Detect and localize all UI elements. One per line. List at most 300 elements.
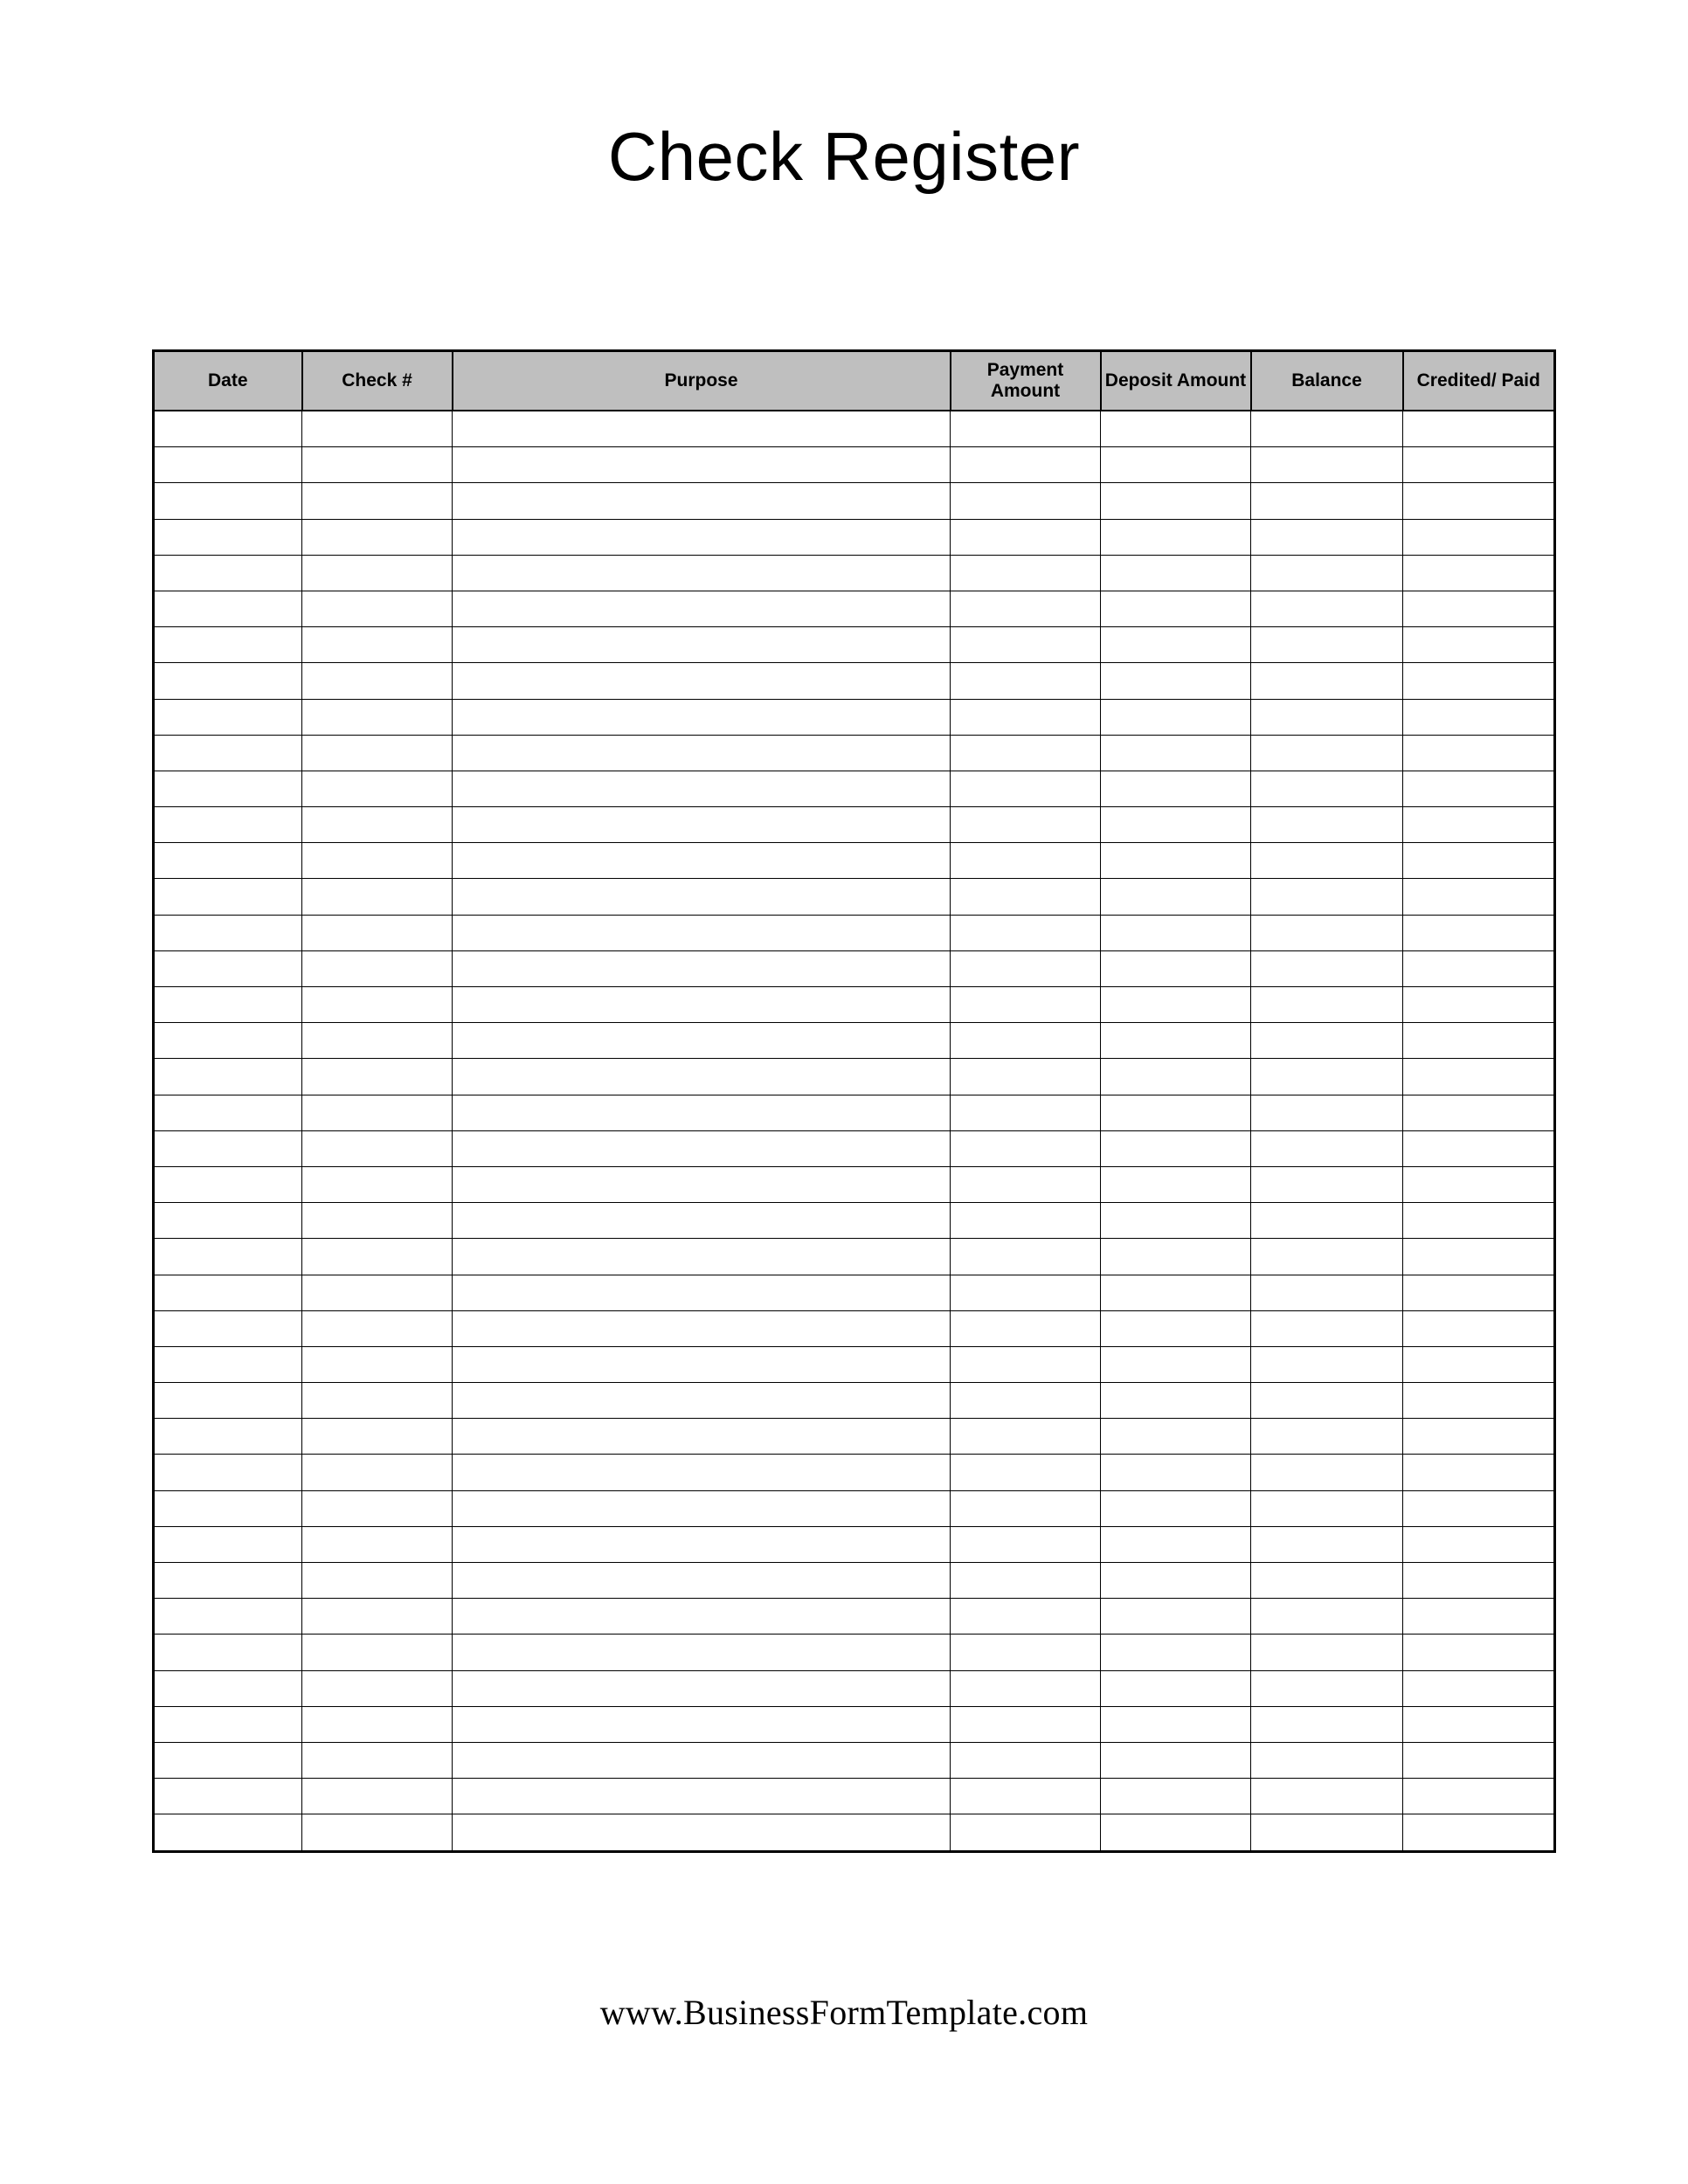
- cell-purpose[interactable]: [453, 1166, 951, 1202]
- cell-credited_paid[interactable]: [1403, 1130, 1555, 1166]
- cell-check_number[interactable]: [302, 483, 453, 519]
- cell-purpose[interactable]: [453, 627, 951, 663]
- cell-payment_amount[interactable]: [951, 1346, 1101, 1382]
- table-row: [154, 1059, 1555, 1095]
- cell-deposit_amount[interactable]: [1101, 915, 1251, 950]
- cell-payment_amount[interactable]: [951, 1275, 1101, 1310]
- cell-date[interactable]: [154, 555, 302, 591]
- cell-deposit_amount[interactable]: [1101, 1526, 1251, 1562]
- cell-credited_paid[interactable]: [1403, 1203, 1555, 1239]
- cell-date[interactable]: [154, 1742, 302, 1778]
- cell-payment_amount[interactable]: [951, 843, 1101, 879]
- cell-purpose[interactable]: [453, 987, 951, 1023]
- cell-deposit_amount[interactable]: [1101, 411, 1251, 447]
- cell-purpose[interactable]: [453, 411, 951, 447]
- cell-deposit_amount[interactable]: [1101, 1059, 1251, 1095]
- cell-deposit_amount[interactable]: [1101, 1779, 1251, 1814]
- column-header-purpose: Purpose: [453, 351, 951, 411]
- cell-check_number[interactable]: [302, 1346, 453, 1382]
- cell-deposit_amount[interactable]: [1101, 591, 1251, 626]
- cell-check_number[interactable]: [302, 1670, 453, 1706]
- cell-payment_amount[interactable]: [951, 735, 1101, 771]
- cell-deposit_amount[interactable]: [1101, 1130, 1251, 1166]
- cell-payment_amount[interactable]: [951, 1635, 1101, 1670]
- cell-credited_paid[interactable]: [1403, 950, 1555, 986]
- cell-purpose[interactable]: [453, 807, 951, 843]
- cell-check_number[interactable]: [302, 1203, 453, 1239]
- cell-balance[interactable]: [1251, 915, 1403, 950]
- cell-credited_paid[interactable]: [1403, 483, 1555, 519]
- cell-purpose[interactable]: [453, 1203, 951, 1239]
- cell-credited_paid[interactable]: [1403, 807, 1555, 843]
- cell-date[interactable]: [154, 735, 302, 771]
- cell-purpose[interactable]: [453, 771, 951, 806]
- cell-deposit_amount[interactable]: [1101, 1275, 1251, 1310]
- cell-purpose[interactable]: [453, 843, 951, 879]
- cell-deposit_amount[interactable]: [1101, 771, 1251, 806]
- cell-credited_paid[interactable]: [1403, 555, 1555, 591]
- cell-balance[interactable]: [1251, 1095, 1403, 1130]
- cell-payment_amount[interactable]: [951, 807, 1101, 843]
- cell-date[interactable]: [154, 1239, 302, 1275]
- cell-purpose[interactable]: [453, 950, 951, 986]
- cell-deposit_amount[interactable]: [1101, 663, 1251, 699]
- cell-purpose[interactable]: [453, 1490, 951, 1526]
- cell-purpose[interactable]: [453, 483, 951, 519]
- cell-purpose[interactable]: [453, 1275, 951, 1310]
- cell-credited_paid[interactable]: [1403, 1635, 1555, 1670]
- cell-payment_amount[interactable]: [951, 1563, 1101, 1599]
- cell-purpose[interactable]: [453, 915, 951, 950]
- cell-purpose[interactable]: [453, 1635, 951, 1670]
- cell-credited_paid[interactable]: [1403, 699, 1555, 735]
- cell-credited_paid[interactable]: [1403, 1383, 1555, 1419]
- cell-payment_amount[interactable]: [951, 1599, 1101, 1635]
- cell-check_number[interactable]: [302, 1130, 453, 1166]
- cell-date[interactable]: [154, 1814, 302, 1851]
- cell-credited_paid[interactable]: [1403, 879, 1555, 915]
- cell-balance[interactable]: [1251, 411, 1403, 447]
- cell-deposit_amount[interactable]: [1101, 1023, 1251, 1059]
- cell-deposit_amount[interactable]: [1101, 699, 1251, 735]
- cell-check_number[interactable]: [302, 1383, 453, 1419]
- cell-check_number[interactable]: [302, 1490, 453, 1526]
- column-header-balance: Balance: [1251, 351, 1403, 411]
- cell-payment_amount[interactable]: [951, 950, 1101, 986]
- cell-payment_amount[interactable]: [951, 591, 1101, 626]
- cell-credited_paid[interactable]: [1403, 1814, 1555, 1851]
- cell-balance[interactable]: [1251, 1670, 1403, 1706]
- cell-credited_paid[interactable]: [1403, 627, 1555, 663]
- cell-check_number[interactable]: [302, 1310, 453, 1346]
- cell-check_number[interactable]: [302, 1706, 453, 1742]
- cell-payment_amount[interactable]: [951, 1310, 1101, 1346]
- cell-payment_amount[interactable]: [951, 411, 1101, 447]
- cell-balance[interactable]: [1251, 1383, 1403, 1419]
- cell-balance[interactable]: [1251, 1742, 1403, 1778]
- cell-payment_amount[interactable]: [951, 663, 1101, 699]
- cell-balance[interactable]: [1251, 879, 1403, 915]
- cell-balance[interactable]: [1251, 1203, 1403, 1239]
- cell-credited_paid[interactable]: [1403, 1526, 1555, 1562]
- cell-credited_paid[interactable]: [1403, 1310, 1555, 1346]
- cell-check_number[interactable]: [302, 1059, 453, 1095]
- cell-check_number[interactable]: [302, 1166, 453, 1202]
- cell-balance[interactable]: [1251, 1455, 1403, 1490]
- cell-check_number[interactable]: [302, 1419, 453, 1455]
- cell-deposit_amount[interactable]: [1101, 879, 1251, 915]
- cell-date[interactable]: [154, 663, 302, 699]
- cell-purpose[interactable]: [453, 1059, 951, 1095]
- cell-purpose[interactable]: [453, 1599, 951, 1635]
- cell-date[interactable]: [154, 1310, 302, 1346]
- table-row: [154, 1742, 1555, 1778]
- cell-purpose[interactable]: [453, 663, 951, 699]
- cell-date[interactable]: [154, 1023, 302, 1059]
- cell-deposit_amount[interactable]: [1101, 1563, 1251, 1599]
- cell-check_number[interactable]: [302, 1779, 453, 1814]
- cell-balance[interactable]: [1251, 1779, 1403, 1814]
- cell-payment_amount[interactable]: [951, 1203, 1101, 1239]
- cell-payment_amount[interactable]: [951, 771, 1101, 806]
- cell-deposit_amount[interactable]: [1101, 1742, 1251, 1778]
- cell-balance[interactable]: [1251, 591, 1403, 626]
- cell-balance[interactable]: [1251, 735, 1403, 771]
- cell-deposit_amount[interactable]: [1101, 1419, 1251, 1455]
- table-row: [154, 1526, 1555, 1562]
- table-row: [154, 1670, 1555, 1706]
- cell-payment_amount[interactable]: [951, 699, 1101, 735]
- cell-check_number[interactable]: [302, 735, 453, 771]
- cell-balance[interactable]: [1251, 1023, 1403, 1059]
- cell-credited_paid[interactable]: [1403, 843, 1555, 879]
- cell-purpose[interactable]: [453, 519, 951, 555]
- cell-payment_amount[interactable]: [951, 519, 1101, 555]
- cell-balance[interactable]: [1251, 1275, 1403, 1310]
- cell-payment_amount[interactable]: [951, 1779, 1101, 1814]
- cell-purpose[interactable]: [453, 1095, 951, 1130]
- cell-credited_paid[interactable]: [1403, 411, 1555, 447]
- cell-balance[interactable]: [1251, 663, 1403, 699]
- cell-date[interactable]: [154, 1706, 302, 1742]
- cell-date[interactable]: [154, 1599, 302, 1635]
- cell-deposit_amount[interactable]: [1101, 627, 1251, 663]
- cell-balance[interactable]: [1251, 987, 1403, 1023]
- cell-deposit_amount[interactable]: [1101, 1095, 1251, 1130]
- cell-date[interactable]: [154, 1526, 302, 1562]
- cell-credited_paid[interactable]: [1403, 1346, 1555, 1382]
- cell-check_number[interactable]: [302, 1023, 453, 1059]
- cell-credited_paid[interactable]: [1403, 1095, 1555, 1130]
- cell-purpose[interactable]: [453, 555, 951, 591]
- cell-credited_paid[interactable]: [1403, 1239, 1555, 1275]
- cell-balance[interactable]: [1251, 950, 1403, 986]
- cell-payment_amount[interactable]: [951, 1742, 1101, 1778]
- cell-date[interactable]: [154, 699, 302, 735]
- cell-balance[interactable]: [1251, 771, 1403, 806]
- cell-credited_paid[interactable]: [1403, 1455, 1555, 1490]
- cell-balance[interactable]: [1251, 1059, 1403, 1095]
- cell-payment_amount[interactable]: [951, 483, 1101, 519]
- cell-check_number[interactable]: [302, 1239, 453, 1275]
- cell-check_number[interactable]: [302, 627, 453, 663]
- cell-check_number[interactable]: [302, 1455, 453, 1490]
- cell-deposit_amount[interactable]: [1101, 555, 1251, 591]
- cell-deposit_amount[interactable]: [1101, 1166, 1251, 1202]
- cell-balance[interactable]: [1251, 1706, 1403, 1742]
- table-row: [154, 1490, 1555, 1526]
- cell-deposit_amount[interactable]: [1101, 519, 1251, 555]
- cell-credited_paid[interactable]: [1403, 1742, 1555, 1778]
- cell-payment_amount[interactable]: [951, 1130, 1101, 1166]
- cell-check_number[interactable]: [302, 1814, 453, 1851]
- cell-check_number[interactable]: [302, 1635, 453, 1670]
- cell-check_number[interactable]: [302, 555, 453, 591]
- cell-credited_paid[interactable]: [1403, 987, 1555, 1023]
- cell-payment_amount[interactable]: [951, 1419, 1101, 1455]
- cell-payment_amount[interactable]: [951, 1490, 1101, 1526]
- cell-date[interactable]: [154, 483, 302, 519]
- cell-balance[interactable]: [1251, 483, 1403, 519]
- cell-date[interactable]: [154, 1635, 302, 1670]
- cell-deposit_amount[interactable]: [1101, 1599, 1251, 1635]
- cell-deposit_amount[interactable]: [1101, 1490, 1251, 1526]
- cell-date[interactable]: [154, 915, 302, 950]
- cell-credited_paid[interactable]: [1403, 447, 1555, 483]
- cell-deposit_amount[interactable]: [1101, 1635, 1251, 1670]
- cell-date[interactable]: [154, 1419, 302, 1455]
- cell-purpose[interactable]: [453, 447, 951, 483]
- cell-purpose[interactable]: [453, 591, 951, 626]
- cell-purpose[interactable]: [453, 1814, 951, 1851]
- cell-purpose[interactable]: [453, 735, 951, 771]
- cell-date[interactable]: [154, 1383, 302, 1419]
- cell-credited_paid[interactable]: [1403, 591, 1555, 626]
- table-row: [154, 1419, 1555, 1455]
- cell-payment_amount[interactable]: [951, 1526, 1101, 1562]
- cell-balance[interactable]: [1251, 519, 1403, 555]
- page-title: Check Register: [607, 118, 1081, 195]
- cell-check_number[interactable]: [302, 591, 453, 626]
- cell-payment_amount[interactable]: [951, 1239, 1101, 1275]
- cell-payment_amount[interactable]: [951, 1059, 1101, 1095]
- cell-date[interactable]: [154, 519, 302, 555]
- cell-deposit_amount[interactable]: [1101, 1670, 1251, 1706]
- cell-check_number[interactable]: [302, 447, 453, 483]
- cell-date[interactable]: [154, 1203, 302, 1239]
- cell-deposit_amount[interactable]: [1101, 807, 1251, 843]
- cell-payment_amount[interactable]: [951, 1814, 1101, 1851]
- cell-check_number[interactable]: [302, 1742, 453, 1778]
- cell-payment_amount[interactable]: [951, 447, 1101, 483]
- table-row: [154, 699, 1555, 735]
- table-row: [154, 1599, 1555, 1635]
- cell-date[interactable]: [154, 950, 302, 986]
- cell-balance[interactable]: [1251, 627, 1403, 663]
- cell-check_number[interactable]: [302, 1275, 453, 1310]
- cell-date[interactable]: [154, 807, 302, 843]
- cell-credited_paid[interactable]: [1403, 915, 1555, 950]
- cell-date[interactable]: [154, 1275, 302, 1310]
- table-row: [154, 519, 1555, 555]
- cell-date[interactable]: [154, 1059, 302, 1095]
- cell-check_number[interactable]: [302, 987, 453, 1023]
- cell-date[interactable]: [154, 1455, 302, 1490]
- cell-balance[interactable]: [1251, 1239, 1403, 1275]
- cell-credited_paid[interactable]: [1403, 663, 1555, 699]
- cell-check_number[interactable]: [302, 519, 453, 555]
- cell-purpose[interactable]: [453, 879, 951, 915]
- cell-deposit_amount[interactable]: [1101, 1239, 1251, 1275]
- cell-purpose[interactable]: [453, 1346, 951, 1382]
- table-row: [154, 1779, 1555, 1814]
- cell-credited_paid[interactable]: [1403, 1563, 1555, 1599]
- cell-balance[interactable]: [1251, 1814, 1403, 1851]
- cell-deposit_amount[interactable]: [1101, 1706, 1251, 1742]
- cell-payment_amount[interactable]: [951, 1383, 1101, 1419]
- cell-purpose[interactable]: [453, 1239, 951, 1275]
- column-header-credited-paid: Credited/ Paid: [1403, 351, 1555, 411]
- cell-payment_amount[interactable]: [951, 1023, 1101, 1059]
- cell-date[interactable]: [154, 411, 302, 447]
- cell-check_number[interactable]: [302, 843, 453, 879]
- cell-date[interactable]: [154, 1670, 302, 1706]
- cell-credited_paid[interactable]: [1403, 735, 1555, 771]
- table-row: [154, 663, 1555, 699]
- cell-deposit_amount[interactable]: [1101, 447, 1251, 483]
- cell-credited_paid[interactable]: [1403, 1779, 1555, 1814]
- cell-payment_amount[interactable]: [951, 627, 1101, 663]
- cell-payment_amount[interactable]: [951, 555, 1101, 591]
- cell-purpose[interactable]: [453, 1742, 951, 1778]
- cell-check_number[interactable]: [302, 1526, 453, 1562]
- cell-date[interactable]: [154, 879, 302, 915]
- cell-deposit_amount[interactable]: [1101, 1383, 1251, 1419]
- cell-purpose[interactable]: [453, 699, 951, 735]
- cell-check_number[interactable]: [302, 411, 453, 447]
- table-row: [154, 483, 1555, 519]
- cell-date[interactable]: [154, 627, 302, 663]
- cell-date[interactable]: [154, 1490, 302, 1526]
- table-row: [154, 1239, 1555, 1275]
- cell-date[interactable]: [154, 447, 302, 483]
- table-row: [154, 1563, 1555, 1599]
- cell-check_number[interactable]: [302, 807, 453, 843]
- cell-credited_paid[interactable]: [1403, 771, 1555, 806]
- cell-date[interactable]: [154, 1346, 302, 1382]
- cell-payment_amount[interactable]: [951, 1670, 1101, 1706]
- cell-purpose[interactable]: [453, 1670, 951, 1706]
- cell-date[interactable]: [154, 591, 302, 626]
- cell-payment_amount[interactable]: [951, 987, 1101, 1023]
- cell-balance[interactable]: [1251, 699, 1403, 735]
- cell-payment_amount[interactable]: [951, 1095, 1101, 1130]
- cell-purpose[interactable]: [453, 1455, 951, 1490]
- cell-credited_paid[interactable]: [1403, 1059, 1555, 1095]
- cell-credited_paid[interactable]: [1403, 1166, 1555, 1202]
- cell-purpose[interactable]: [453, 1706, 951, 1742]
- cell-balance[interactable]: [1251, 1310, 1403, 1346]
- cell-purpose[interactable]: [453, 1023, 951, 1059]
- cell-credited_paid[interactable]: [1403, 1490, 1555, 1526]
- cell-purpose[interactable]: [453, 1419, 951, 1455]
- cell-date[interactable]: [154, 771, 302, 806]
- cell-deposit_amount[interactable]: [1101, 843, 1251, 879]
- cell-purpose[interactable]: [453, 1383, 951, 1419]
- cell-check_number[interactable]: [302, 1095, 453, 1130]
- cell-credited_paid[interactable]: [1403, 1706, 1555, 1742]
- cell-check_number[interactable]: [302, 663, 453, 699]
- cell-balance[interactable]: [1251, 807, 1403, 843]
- cell-purpose[interactable]: [453, 1130, 951, 1166]
- cell-purpose[interactable]: [453, 1779, 951, 1814]
- cell-balance[interactable]: [1251, 843, 1403, 879]
- cell-deposit_amount[interactable]: [1101, 1203, 1251, 1239]
- cell-balance[interactable]: [1251, 1166, 1403, 1202]
- cell-credited_paid[interactable]: [1403, 1275, 1555, 1310]
- cell-purpose[interactable]: [453, 1526, 951, 1562]
- cell-credited_paid[interactable]: [1403, 1599, 1555, 1635]
- cell-date[interactable]: [154, 1779, 302, 1814]
- cell-date[interactable]: [154, 1095, 302, 1130]
- cell-payment_amount[interactable]: [951, 1706, 1101, 1742]
- cell-date[interactable]: [154, 987, 302, 1023]
- cell-payment_amount[interactable]: [951, 1166, 1101, 1202]
- table-row: [154, 843, 1555, 879]
- cell-check_number[interactable]: [302, 950, 453, 986]
- cell-deposit_amount[interactable]: [1101, 483, 1251, 519]
- cell-balance[interactable]: [1251, 447, 1403, 483]
- cell-deposit_amount[interactable]: [1101, 950, 1251, 986]
- cell-deposit_amount[interactable]: [1101, 1310, 1251, 1346]
- cell-credited_paid[interactable]: [1403, 1419, 1555, 1455]
- cell-balance[interactable]: [1251, 1419, 1403, 1455]
- cell-balance[interactable]: [1251, 1346, 1403, 1382]
- cell-payment_amount[interactable]: [951, 915, 1101, 950]
- cell-balance[interactable]: [1251, 1490, 1403, 1526]
- cell-balance[interactable]: [1251, 1563, 1403, 1599]
- cell-check_number[interactable]: [302, 1563, 453, 1599]
- cell-balance[interactable]: [1251, 1599, 1403, 1635]
- cell-payment_amount[interactable]: [951, 1455, 1101, 1490]
- table-row: [154, 1166, 1555, 1202]
- cell-check_number[interactable]: [302, 699, 453, 735]
- cell-deposit_amount[interactable]: [1101, 1814, 1251, 1851]
- cell-purpose[interactable]: [453, 1563, 951, 1599]
- cell-check_number[interactable]: [302, 879, 453, 915]
- cell-balance[interactable]: [1251, 555, 1403, 591]
- cell-payment_amount[interactable]: [951, 879, 1101, 915]
- cell-deposit_amount[interactable]: [1101, 987, 1251, 1023]
- cell-check_number[interactable]: [302, 771, 453, 806]
- cell-deposit_amount[interactable]: [1101, 735, 1251, 771]
- cell-balance[interactable]: [1251, 1635, 1403, 1670]
- cell-date[interactable]: [154, 1130, 302, 1166]
- cell-credited_paid[interactable]: [1403, 519, 1555, 555]
- cell-date[interactable]: [154, 1563, 302, 1599]
- cell-date[interactable]: [154, 843, 302, 879]
- cell-balance[interactable]: [1251, 1130, 1403, 1166]
- cell-deposit_amount[interactable]: [1101, 1346, 1251, 1382]
- cell-purpose[interactable]: [453, 1310, 951, 1346]
- cell-deposit_amount[interactable]: [1101, 1455, 1251, 1490]
- cell-balance[interactable]: [1251, 1526, 1403, 1562]
- cell-check_number[interactable]: [302, 1599, 453, 1635]
- cell-check_number[interactable]: [302, 915, 453, 950]
- cell-credited_paid[interactable]: [1403, 1023, 1555, 1059]
- cell-date[interactable]: [154, 1166, 302, 1202]
- cell-credited_paid[interactable]: [1403, 1670, 1555, 1706]
